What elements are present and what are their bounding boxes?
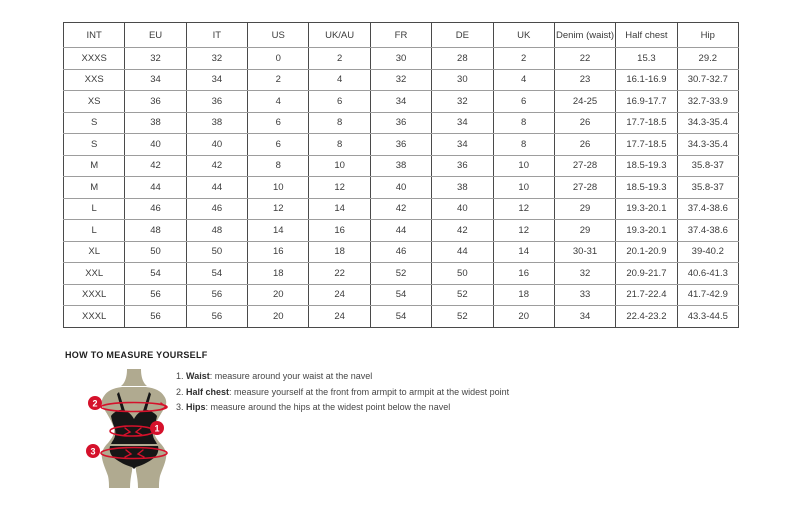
size-column-header: Denim (waist)	[554, 23, 615, 48]
size-cell: 36	[186, 91, 247, 113]
size-cell: 41.7-42.9	[677, 284, 738, 306]
instruction-text: : measure yourself at the front from armpit to armpit at the widest point	[229, 386, 510, 397]
size-cell: 22.4-23.2	[616, 306, 677, 328]
size-cell: 8	[493, 134, 554, 156]
size-cell: S	[64, 134, 125, 156]
size-cell: 54	[370, 284, 431, 306]
size-cell: 38	[432, 177, 493, 199]
size-cell: 2	[248, 69, 309, 91]
size-cell: 29	[554, 220, 615, 242]
size-cell: 22	[309, 263, 370, 285]
size-cell: 22	[554, 48, 615, 70]
size-chart-header	[64, 23, 739, 48]
size-cell: XXXL	[64, 284, 125, 306]
size-cell: 18	[493, 284, 554, 306]
size-cell: 40	[125, 134, 186, 156]
size-row	[64, 220, 739, 242]
size-cell: 14	[493, 241, 554, 263]
size-cell: 40	[186, 134, 247, 156]
size-cell: 35.8-37	[677, 177, 738, 199]
size-cell: 29.2	[677, 48, 738, 70]
size-cell: 8	[309, 134, 370, 156]
instruction-number: 1.	[176, 371, 184, 381]
size-cell: 32	[186, 48, 247, 70]
size-cell: 32	[370, 69, 431, 91]
size-cell: 50	[432, 263, 493, 285]
size-cell: XXL	[64, 263, 125, 285]
size-cell: XS	[64, 91, 125, 113]
size-cell: 18	[248, 263, 309, 285]
measure-section-heading: HOW TO MEASURE YOURSELF	[65, 350, 208, 360]
size-cell: 34	[432, 112, 493, 134]
size-row	[64, 134, 739, 156]
size-cell: 40	[370, 177, 431, 199]
size-cell: 20	[248, 284, 309, 306]
size-cell: 34	[554, 306, 615, 328]
size-cell: 10	[248, 177, 309, 199]
instruction-number: 3.	[176, 402, 184, 412]
size-cell: M	[64, 155, 125, 177]
measure-instruction-item	[176, 372, 509, 382]
size-cell: 32	[554, 263, 615, 285]
instruction-label: Waist	[186, 371, 210, 381]
size-cell: 36	[125, 91, 186, 113]
size-cell: 24	[309, 284, 370, 306]
size-row	[64, 112, 739, 134]
size-cell: 56	[186, 284, 247, 306]
size-chart-table	[63, 22, 739, 328]
size-column-header: IT	[186, 23, 247, 48]
size-cell: 20.1-20.9	[616, 241, 677, 263]
size-cell: 34.3-35.4	[677, 134, 738, 156]
size-cell: 20	[248, 306, 309, 328]
size-cell: M	[64, 177, 125, 199]
size-cell: 35.8-37	[677, 155, 738, 177]
size-cell: 18.5-19.3	[616, 177, 677, 199]
size-cell: 46	[186, 198, 247, 220]
size-cell: 24	[309, 306, 370, 328]
size-cell: 12	[248, 198, 309, 220]
size-cell: 54	[125, 263, 186, 285]
size-cell: 36	[432, 155, 493, 177]
size-cell: 54	[186, 263, 247, 285]
size-cell: 37.4-38.6	[677, 198, 738, 220]
size-cell: 42	[370, 198, 431, 220]
measure-instruction-item	[176, 388, 509, 398]
size-column-header: INT	[64, 23, 125, 48]
size-cell: 10	[493, 155, 554, 177]
size-cell: 12	[309, 177, 370, 199]
measure-instruction-item	[176, 403, 509, 413]
size-cell: 52	[370, 263, 431, 285]
size-cell: 21.7-22.4	[616, 284, 677, 306]
size-cell: 8	[248, 155, 309, 177]
size-cell: 12	[493, 220, 554, 242]
instruction-number: 2.	[176, 386, 184, 397]
size-cell: 52	[432, 284, 493, 306]
size-cell: 30-31	[554, 241, 615, 263]
size-row	[64, 241, 739, 263]
size-cell: 46	[125, 198, 186, 220]
marker-3-label: 3	[90, 446, 96, 457]
size-row	[64, 155, 739, 177]
size-column-header: Hip	[677, 23, 738, 48]
size-cell: 20	[493, 306, 554, 328]
size-column-header: US	[248, 23, 309, 48]
size-cell: 37.4-38.6	[677, 220, 738, 242]
size-cell: 6	[248, 134, 309, 156]
size-cell: 8	[309, 112, 370, 134]
size-cell: 16.1-16.9	[616, 69, 677, 91]
marker-2-label: 2	[92, 398, 98, 409]
size-cell: 16	[309, 220, 370, 242]
size-cell: 44	[186, 177, 247, 199]
size-column-header: UK/AU	[309, 23, 370, 48]
size-cell: 24-25	[554, 91, 615, 113]
size-row	[64, 48, 739, 70]
size-cell: XXXS	[64, 48, 125, 70]
size-cell: 30	[370, 48, 431, 70]
size-row	[64, 177, 739, 199]
size-cell: 27-28	[554, 155, 615, 177]
size-row	[64, 91, 739, 113]
size-cell: 39-40.2	[677, 241, 738, 263]
size-chart-body	[64, 48, 739, 328]
size-cell: 4	[248, 91, 309, 113]
size-cell: 6	[309, 91, 370, 113]
size-cell: 52	[432, 306, 493, 328]
size-column-header: FR	[370, 23, 431, 48]
size-cell: 48	[186, 220, 247, 242]
instruction-label: Hips	[186, 402, 206, 412]
size-cell: 36	[370, 134, 431, 156]
size-cell: XXS	[64, 69, 125, 91]
size-cell: 17.7-18.5	[616, 112, 677, 134]
size-cell: 34.3-35.4	[677, 112, 738, 134]
size-cell: 20.9-21.7	[616, 263, 677, 285]
size-row	[64, 284, 739, 306]
size-cell: 4	[309, 69, 370, 91]
size-cell: 54	[370, 306, 431, 328]
size-cell: 18.5-19.3	[616, 155, 677, 177]
size-cell: 34	[432, 134, 493, 156]
size-cell: 38	[186, 112, 247, 134]
size-cell: 34	[125, 69, 186, 91]
size-cell: 34	[186, 69, 247, 91]
size-cell: 19.3-20.1	[616, 198, 677, 220]
size-cell: 42	[125, 155, 186, 177]
size-cell: 40.6-41.3	[677, 263, 738, 285]
size-cell: 30	[432, 69, 493, 91]
instruction-label: Half chest	[186, 386, 230, 397]
instruction-text: : measure around your waist at the navel	[209, 371, 373, 381]
size-column-header: EU	[125, 23, 186, 48]
size-cell: 4	[493, 69, 554, 91]
size-column-header: DE	[432, 23, 493, 48]
size-cell: 10	[493, 177, 554, 199]
size-cell: 14	[309, 198, 370, 220]
size-cell: 26	[554, 134, 615, 156]
size-cell: 2	[309, 48, 370, 70]
size-column-header: Half chest	[616, 23, 677, 48]
size-cell: 56	[186, 306, 247, 328]
size-cell: 48	[125, 220, 186, 242]
instruction-text: : measure around the hips at the widest point below the navel	[205, 402, 451, 412]
size-cell: 12	[493, 198, 554, 220]
size-cell: 17.7-18.5	[616, 134, 677, 156]
size-cell: 56	[125, 306, 186, 328]
size-cell: 32	[432, 91, 493, 113]
size-cell: 27-28	[554, 177, 615, 199]
size-cell: 46	[370, 241, 431, 263]
marker-1-label: 1	[154, 423, 160, 434]
size-cell: 19.3-20.1	[616, 220, 677, 242]
size-cell: XXXL	[64, 306, 125, 328]
size-cell: 43.3-44.5	[677, 306, 738, 328]
size-cell: 6	[248, 112, 309, 134]
size-column-header: UK	[493, 23, 554, 48]
size-cell: 56	[125, 284, 186, 306]
size-cell: 6	[493, 91, 554, 113]
size-cell: 10	[309, 155, 370, 177]
size-cell: 32	[125, 48, 186, 70]
size-cell: 38	[370, 155, 431, 177]
size-cell: 0	[248, 48, 309, 70]
size-cell: 15.3	[616, 48, 677, 70]
size-cell: 34	[370, 91, 431, 113]
size-cell: 26	[554, 112, 615, 134]
size-cell: 16	[248, 241, 309, 263]
size-cell: 16	[493, 263, 554, 285]
measure-instructions	[176, 372, 509, 419]
size-cell: 42	[432, 220, 493, 242]
header-row	[64, 23, 739, 48]
size-cell: 40	[432, 198, 493, 220]
size-cell: 30.7-32.7	[677, 69, 738, 91]
size-cell: 29	[554, 198, 615, 220]
size-cell: 44	[432, 241, 493, 263]
size-row	[64, 263, 739, 285]
size-cell: XL	[64, 241, 125, 263]
size-row	[64, 198, 739, 220]
size-cell: 50	[186, 241, 247, 263]
size-cell: 32.7-33.9	[677, 91, 738, 113]
size-cell: 2	[493, 48, 554, 70]
size-cell: 28	[432, 48, 493, 70]
size-cell: 18	[309, 241, 370, 263]
size-cell: L	[64, 220, 125, 242]
size-cell: 44	[370, 220, 431, 242]
size-cell: 38	[125, 112, 186, 134]
size-cell: S	[64, 112, 125, 134]
size-cell: 23	[554, 69, 615, 91]
size-cell: L	[64, 198, 125, 220]
size-row	[64, 69, 739, 91]
size-cell: 8	[493, 112, 554, 134]
size-cell: 14	[248, 220, 309, 242]
size-cell: 33	[554, 284, 615, 306]
size-cell: 44	[125, 177, 186, 199]
size-cell: 36	[370, 112, 431, 134]
size-cell: 42	[186, 155, 247, 177]
size-cell: 50	[125, 241, 186, 263]
size-row	[64, 306, 739, 328]
size-cell: 16.9-17.7	[616, 91, 677, 113]
